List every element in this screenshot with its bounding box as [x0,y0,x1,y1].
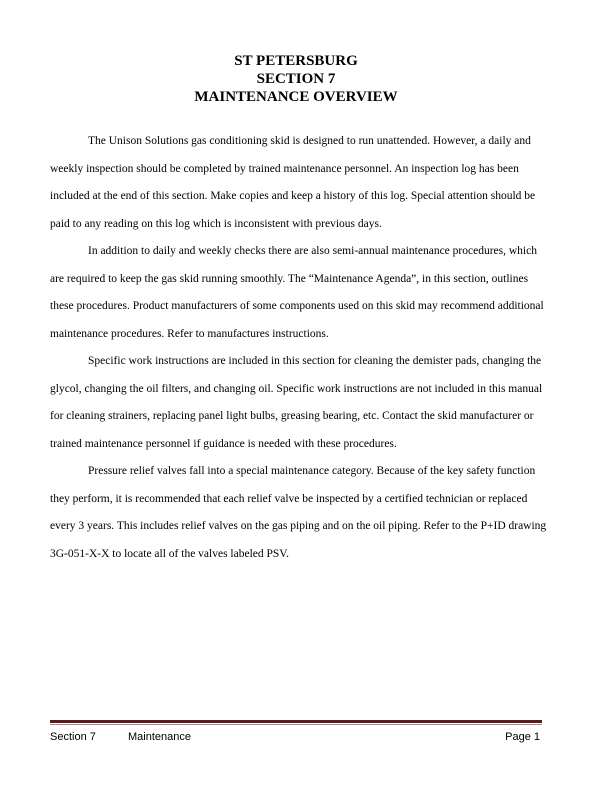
paragraph-relief-valves: Pressure relief valves fall into a special maintenance category. Because of the key safety function they perform, it is recommended that each relief valve be inspected by a certified technician or replaced every 3 years. This includes relief valves on the gas piping and on the oil piping. Refer to the P+ID drawing 3G-051-X-X to locate all of the valves labeled PSV. [50,465,547,560]
footer-rule-thin [50,724,542,725]
page-title [0,52,592,106]
paragraph-semi-annual: In addition to daily and weekly checks there are also semi-annual maintenance procedures, which are required to keep the gas skid running smoothly. The “Maintenance Agenda”, in this section, outlines these procedures. Product manufacturers of some components used on this skid may recommend additional maintenance procedures. Refer to manufactures instructions. [50,245,544,340]
footer-section: Section 7 [50,731,96,743]
title-section: SECTION 7 [256,71,336,87]
footer-rule [50,720,542,723]
footer-page-number: Page 1 [505,731,540,743]
title-heading: MAINTENANCE OVERVIEW [194,89,398,105]
body-text [50,128,550,568]
title-location: ST PETERSBURG [234,53,358,69]
page-footer [50,730,542,746]
paragraph-work-instructions: Specific work instructions are included in this section for cleaning the demister pads, changing the glycol, changing the oil filters, and changing oil. Specific work instructions are not included in this manual for cleaning strainers, replacing panel light bulbs, greasing bearing, etc. Contact the skid manufacturer or trained maintenance personnel if guidance is needed with these procedures. [50,355,543,450]
footer-chapter: Maintenance [128,731,191,743]
paragraph-inspection: The Unison Solutions gas conditioning skid is designed to run unattended. However, a daily and weekly inspection should be completed by trained maintenance personnel. An inspection log has been included at the end of this section. Make copies and keep a history of this log. Special attention should be paid to any reading on this log which is inconsistent with previous days. [50,135,536,230]
